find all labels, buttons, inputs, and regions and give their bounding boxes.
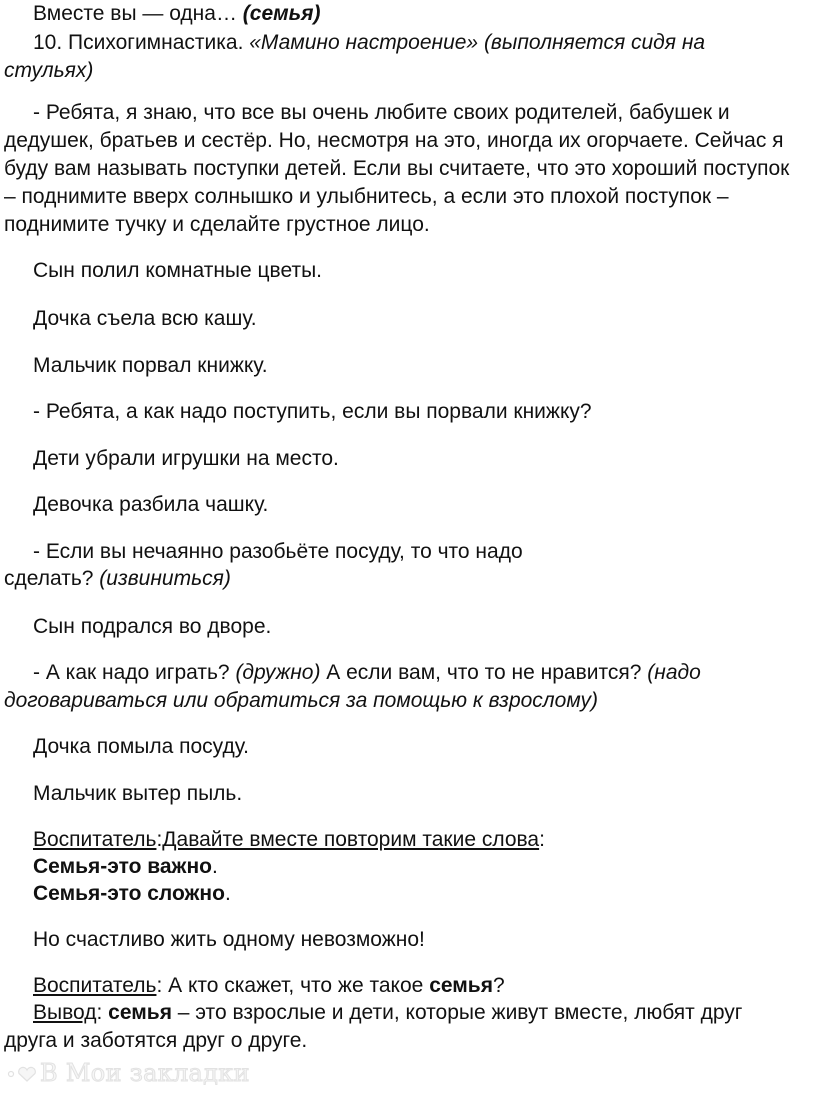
situation-5: Девочка разбила чашку. [33, 493, 269, 516]
situation-1: Сын полил комнатные цветы. [33, 259, 323, 282]
heart-icon [6, 1065, 40, 1083]
question-dishes-line1: - Если вы нечаянно разобьёте посуду, то что надо [33, 540, 523, 563]
word-family: семья [429, 974, 493, 997]
teacher-label: Воспитатель [33, 828, 157, 851]
question-dishes-cont [4, 565, 796, 593]
question-mark: ? [492, 974, 505, 997]
teacher-question: : А кто скажет, что же такое [156, 974, 430, 997]
phrase-important [4, 853, 796, 881]
question-dishes-line2: сделать? [4, 567, 100, 590]
heading-number: 10. Психогимнастика. [33, 31, 250, 54]
heading-exercise-name: «Мамино настроение» (выполняется сидя на стульях) [4, 31, 706, 82]
text-together: Вместе вы — одна… [33, 2, 243, 25]
conclusion [4, 999, 796, 1055]
conclusion-term: семья [108, 1001, 172, 1024]
situation-3: Мальчик порвал книжку. [33, 354, 268, 377]
answer-family: (семья) [242, 2, 321, 25]
answer-negotiate: (надо договариваться или обратиться за помощью к взрослому) [4, 661, 701, 712]
question-play [4, 659, 796, 715]
phrase-impossible: Но счастливо жить одному невозможно! [33, 928, 425, 951]
bookmarks-watermark [6, 1058, 250, 1088]
phrase-difficult-text: Семья-это сложно [33, 882, 225, 905]
colon: : [539, 828, 545, 851]
heading-psychogymnastics [4, 29, 796, 85]
watermark-text: В Мои закладки [40, 1059, 250, 1087]
situation-4: Дети убрали игрушки на место. [33, 447, 339, 470]
phrase-difficult [4, 880, 796, 908]
period: . [211, 855, 218, 878]
period: . [224, 882, 231, 905]
phrase-important-text: Семья-это важно [33, 855, 212, 878]
question-book: - Ребята, а как надо поступить, если вы порвали книжку? [33, 400, 592, 423]
teacher-label: Воспитатель [33, 974, 157, 997]
situation-2: Дочка съела всю кашу. [33, 307, 257, 330]
question-dislike-text: А если вам, что то не нравится? [320, 661, 648, 684]
answer-friendly: (дружно) [235, 661, 321, 684]
colon: : [96, 1001, 109, 1024]
situation-6: Сын подрался во дворе. [33, 615, 272, 638]
conclusion-definition: – это взрослые и дети, которые живут вместе, любят друг друга и заботятся друг о друге. [4, 1001, 743, 1052]
situation-7: Дочка помыла посуду. [33, 735, 249, 758]
answer-apologize: (извиниться) [99, 567, 231, 590]
question-dishes [4, 538, 796, 566]
line-together [4, 0, 796, 28]
teacher-prompt: Давайте вместе повторим такие слова [162, 828, 540, 851]
question-play-text: - А как надо играть? [33, 661, 236, 684]
teacher-line-2 [4, 972, 796, 1000]
teacher-line-1 [4, 826, 796, 854]
situation-8: Мальчик вытер пыль. [33, 782, 243, 805]
intro-paragraph: - Ребята, я знаю, что все вы очень любите своих родителей, бабушек и дедушек, братьев и сестёр. Но, несмотря на это, иногда их огорчаете. Сейчас я буду вам называть поступки детей. Если вы считаете, что это хороший поступок – поднимите вверх солнышко и улыбнитесь, а если это плохой поступок – поднимите тучку и сделайте грустное лицо. [4, 101, 790, 236]
conclusion-label: Вывод [33, 1001, 97, 1024]
colon: : [156, 828, 163, 851]
